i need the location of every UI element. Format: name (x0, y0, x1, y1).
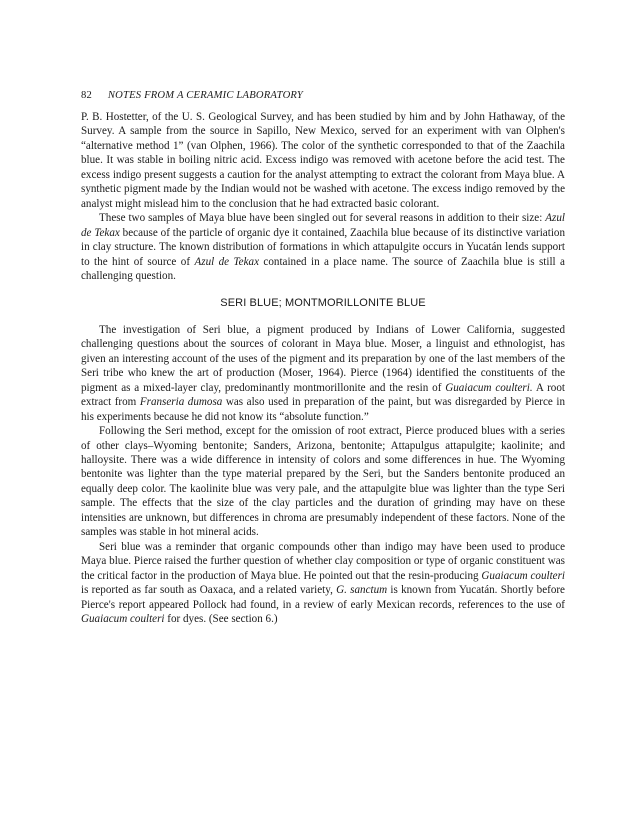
italic-term: Azul de Tekax (81, 212, 565, 239)
italic-term: Franseria dumosa (139, 396, 223, 409)
book-page (81, 89, 565, 626)
paragraph-seri-investigation: The investigation of Seri blue, a pigment produced by Indians of Lower California, suggested challenging questions about the sources of colorant in Maya blue. Moser, a linguist and ethnologist, has given an interesting account of the uses of the pigment and its preparation by one of the last members of the Seri tribe who knew the art of production (Moser, 1964). Pierce (1964) identified the constituents of the pigment as a mixed-layer clay, predominantly montmorillonite and the resin of Guaiacum coulteri. A root extract from Franseria dumosa was also used in preparation of the paint, but was disregarded by Pierce in his experiments because he did not know its “absolute function.” (81, 323, 566, 423)
italic-term: Guaiacum coulteri. (445, 381, 533, 394)
paragraph-continued: P. B. Hostetter, of the U. S. Geological Survey, and has been studied by him and by John Hathaway, of the Survey. A sample from the source in Sapillo, New Mexico, served for an experiment with van Olphen's “alternative method 1” (van Olphen, 1966). The color of the synthetic corresponded to that of the Zaachila blue. It was stable in boiling nitric acid. Excess indigo was removed with acetone before the acid test. The excess indigo present suggests a caution for the analyst attempting to extract the colorant from Maya blue. A synthetic pigment made by the Indian would not be washed with acetone. The excess indigo removed by the analyst might mislead him to the conclusion that he had extracted basic colorant. (81, 111, 565, 210)
italic-term: G. sanctum (336, 584, 388, 597)
paragraph-samples: These two samples of Maya blue have been singled out for several reasons in addition to their size: Azul de Tekax because of the particle of organic dye it contained, Zaachila blue because of its distinctive variation in clay structure. The known distribution of formations in which attapulgite occurs in Yucatán lends support to the hint of source of Azul de Tekax contained in a place name. The source of Zaachila blue is still a challenging question. (81, 212, 565, 282)
page-number: 82 (81, 90, 92, 101)
running-header (81, 89, 565, 103)
section-heading: SERI BLUE; MONTMORILLONITE BLUE (220, 297, 426, 310)
italic-term: Guaiacum coulteri (81, 612, 165, 625)
paragraph-seri-reminder: Seri blue was a reminder that organic compounds other than indigo may have been used to produce Maya blue. Pierce raised the further question of whether clay composition or type of organic constituent was the critical factor in the production of Maya blue. He pointed out that the resin-producing Guaiacum coulteri is reported as far south as Oaxaca, and a related variety, G. sanctum is known from Yucatán. Shortly before Pierce's report appeared Pollock had found, in a review of early Mexican records, references to the use of Guaiacum coulteri for dyes. (See section 6.) (81, 540, 565, 625)
italic-term: Azul de Tekax (194, 255, 259, 268)
italic-term: Guaiacum coulteri (481, 569, 565, 582)
running-title: NOTES FROM A CERAMIC LABORATORY (107, 90, 303, 101)
paragraph-pierce-method: Following the Seri method, except for the omission of root extract, Pierce produced blues with a series of other clays–Wyoming bentonite; Sanders, Arizona, bentonite; Attapulgus attapulgite; kaolinite; and halloysite. There was a wide difference in intensity of colors and some differences in hue. The Wyoming bentonite was lighter than the type material prepared by the Seri, but the Sanders bentonite produced an equally deep color. The kaolinite blue was very pale, and the attapulgite blue was lighter than the type Seri sample. The effects that the size of the clay particles and the duration of grinding may have on these intensities are unknown, but differences in chroma are presumably independent of these factors. None of the samples was stable in hot mineral acids. (81, 425, 565, 539)
